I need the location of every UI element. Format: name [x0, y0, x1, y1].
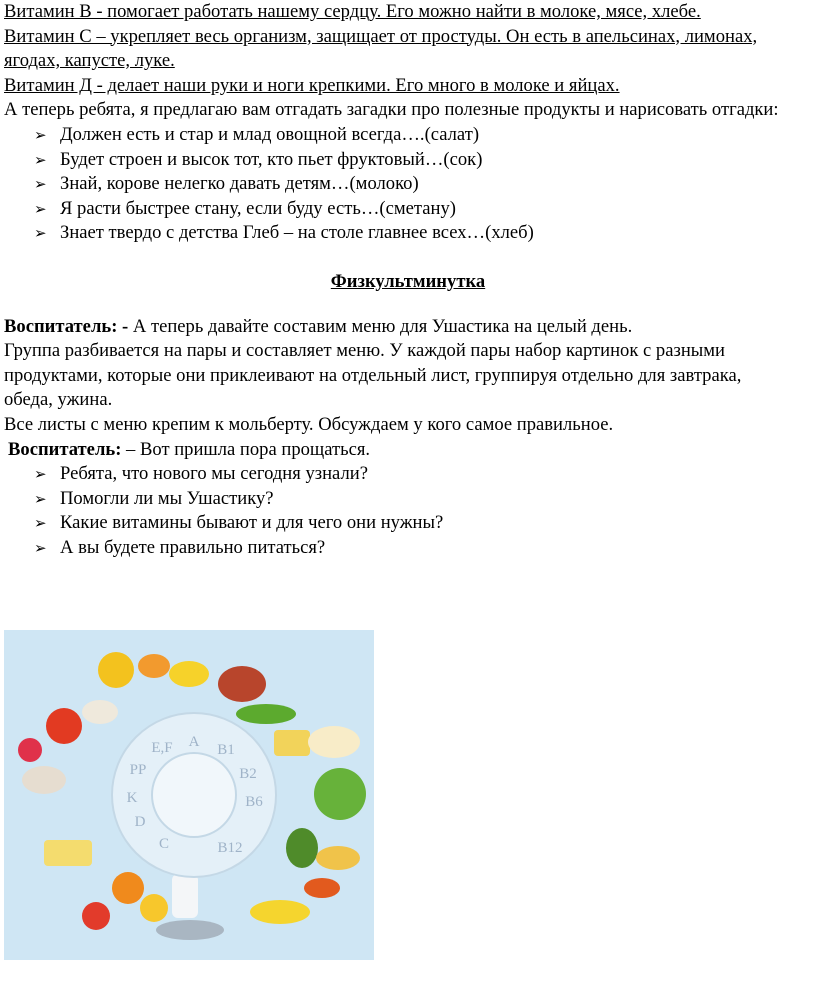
teacher-label: Воспитатель:	[8, 438, 122, 460]
list-item: ➢ Будет строен и высок тот, кто пьет фруктовый…(сок)	[4, 148, 812, 173]
coffee-cup-food	[22, 766, 66, 794]
arrow-bullet-icon: ➢	[34, 514, 47, 533]
list-item: ➢ Знает твердо с детства Глеб – на столе главнее всех…(хлеб)	[4, 221, 812, 246]
vitamin-letter: B2	[239, 766, 257, 782]
sunflower-oil-food	[98, 652, 134, 688]
arrow-bullet-icon: ➢	[34, 489, 47, 508]
vitamin-letter: A	[188, 734, 200, 750]
butter-food	[44, 840, 92, 866]
vitamin-c-line-1: Витамин С – укрепляет весь организм, защищает от простуды. Он есть в апельсинах, лимонах,	[4, 25, 758, 47]
section-title: Физкультминутка	[330, 270, 486, 292]
list-item: ➢ Какие витамины бывают и для чего они нужны?	[4, 511, 812, 536]
orange-food	[112, 872, 144, 904]
vitamin-letter: K	[126, 790, 138, 806]
arrow-bullet-icon: ➢	[34, 224, 47, 243]
radish-food	[18, 738, 42, 762]
riddles-intro: А теперь ребята, я предлагаю вам отгадать загадки про полезные продукты и нарисовать отгадки:	[4, 99, 779, 121]
list-item: ➢ Ребята, что нового мы сегодня узнали?	[4, 462, 812, 487]
vitamin-wheel	[112, 713, 276, 877]
group-text-line-1: Группа разбивается на пары и составляет меню. У каждой пары набор картинок с разными	[4, 340, 725, 362]
vitamin-letter: PP	[129, 762, 147, 778]
vitamin-letter: B6	[245, 794, 263, 810]
vitamin-wheel-illustration	[4, 630, 374, 960]
arrow-bullet-icon: ➢	[34, 199, 47, 218]
wheat-food	[316, 846, 360, 870]
avocado-food	[286, 828, 318, 868]
wheel-inner	[152, 753, 236, 837]
document-page	[4, 0, 812, 560]
lemon-food	[140, 894, 168, 922]
list-item: ➢ Я расти быстрее стану, если буду есть…(сметану)	[4, 197, 812, 222]
fish-food	[156, 920, 224, 940]
vitamin-wheel-picture	[4, 630, 374, 960]
strawberry-food	[82, 902, 110, 930]
orange-pepper-food	[138, 654, 170, 678]
list-item: ➢ Знай, корове нелегко давать детям…(молоко)	[4, 172, 812, 197]
riddles-list	[4, 123, 812, 246]
vitamin-letter: C	[158, 836, 170, 852]
easel-text: Все листы с меню крепим к мольберту. Обсуждаем у кого самое правильное.	[4, 413, 614, 435]
mushrooms-food	[82, 700, 118, 724]
list-item: ➢ А вы будете правильно питаться?	[4, 536, 812, 561]
cabbage-food	[314, 768, 366, 820]
vitamin-b-line: Витамин В - помогает работать нашему сердцу. Его можно найти в молоке, мясе, хлебе.	[4, 1, 701, 22]
list-item: ➢ Помогли ли мы Ушастику?	[4, 487, 812, 512]
teacher-menu-line: Воспитатель: - А теперь давайте составим меню для Ушастика на целый день.	[4, 315, 633, 337]
vitamin-letter: B12	[217, 840, 243, 856]
bread-food	[308, 726, 360, 758]
bananas-food	[250, 900, 310, 924]
milk-bottle-food	[172, 874, 198, 918]
arrow-bullet-icon: ➢	[34, 465, 47, 484]
vitamin-letter: B1	[217, 742, 235, 758]
yellow-pepper-food	[169, 661, 209, 687]
teacher-label: Воспитатель: -	[4, 315, 129, 337]
teacher-farewell-line: Воспитатель: – Вот пришла пора прощаться.	[8, 438, 371, 460]
arrow-bullet-icon: ➢	[34, 538, 47, 557]
group-text-line-2: продуктами, которые они приклеивают на отдельный лист, группируя отдельно для завтрака,	[4, 364, 742, 386]
arrow-bullet-icon: ➢	[34, 125, 47, 144]
arrow-bullet-icon: ➢	[34, 175, 47, 194]
carrot-food	[304, 878, 340, 898]
list-item: ➢ Должен есть и стар и млад овощной всегда….(салат)	[4, 123, 812, 148]
cheese-food	[274, 730, 310, 756]
meat-food	[218, 666, 266, 702]
group-text-line-3: обеда, ужина.	[4, 389, 113, 411]
vitamin-letter: E,F	[151, 740, 173, 756]
vitamin-letter: D	[134, 814, 146, 830]
vitamin-d-line: Витамин Д - делает наши руки и ноги крепкими. Его много в молоке и яйцах.	[4, 74, 620, 96]
green-beans-food	[236, 704, 296, 724]
vitamin-c-line-2: ягодах, капусте, луке.	[4, 50, 175, 72]
tomato-food	[46, 708, 82, 744]
arrow-bullet-icon: ➢	[34, 150, 47, 169]
questions-list	[4, 462, 812, 560]
